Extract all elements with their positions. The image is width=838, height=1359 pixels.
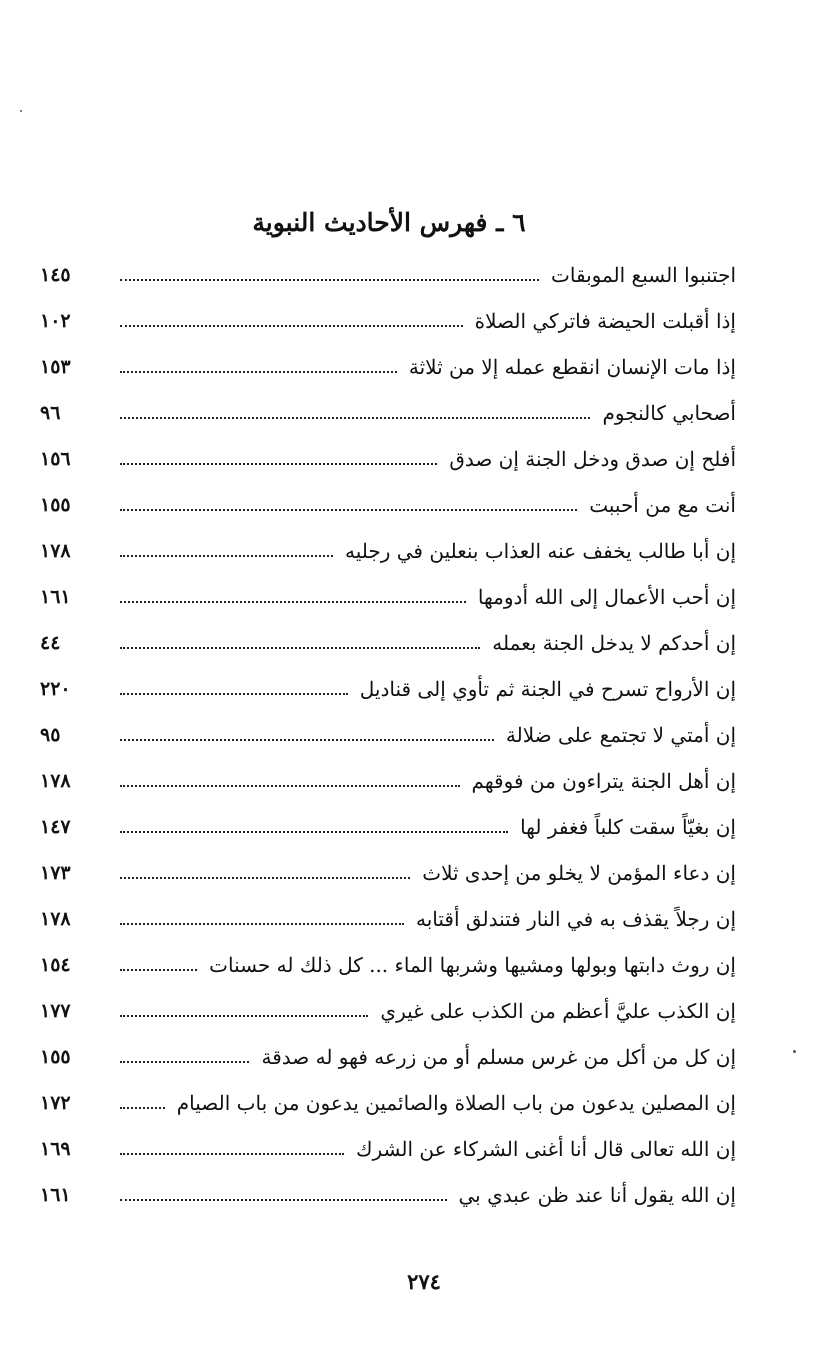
hadith-text: إن أهل الجنة يتراءون من فوقهم bbox=[471, 769, 736, 793]
index-entry bbox=[40, 942, 736, 988]
entry-page-number: ٩٥ bbox=[40, 724, 61, 746]
hadith-text: إن روث دابتها وبولها ومشيها وشربها الماء ... كل ذلك له حسنات bbox=[209, 953, 736, 977]
entry-page-number: ١٧٨ bbox=[40, 908, 71, 930]
entry-page-number: ١٦٩ bbox=[40, 1138, 71, 1160]
page-number: ٢٧٤ bbox=[407, 1269, 441, 1294]
dot-leader bbox=[120, 1185, 447, 1201]
index-entry bbox=[40, 298, 736, 344]
entry-page-number: ١٥٦ bbox=[40, 448, 71, 470]
entry-page-number: ١٦١ bbox=[40, 1184, 71, 1206]
scan-speck bbox=[20, 110, 22, 112]
index-entry bbox=[40, 574, 736, 620]
hadith-text: إن أحب الأعمال إلى الله أدومها bbox=[477, 585, 736, 609]
index-entry bbox=[40, 390, 736, 436]
dot-leader bbox=[120, 1047, 249, 1063]
index-entry bbox=[40, 1172, 736, 1218]
hadith-text: إذا مات الإنسان انقطع عمله إلا من ثلاثة bbox=[408, 355, 736, 379]
hadith-text: أصحابي كالنجوم bbox=[602, 401, 736, 425]
dot-leader bbox=[120, 403, 590, 419]
dot-leader bbox=[120, 633, 480, 649]
index-entry bbox=[40, 850, 736, 896]
dot-leader bbox=[120, 495, 577, 511]
hadith-text: أنت مع من أحببت bbox=[589, 493, 736, 517]
entry-page-number: ١٥٣ bbox=[40, 356, 71, 378]
dot-leader bbox=[120, 541, 333, 557]
index-entry bbox=[40, 758, 736, 804]
dot-leader bbox=[120, 449, 437, 465]
entry-page-number: ١٧٨ bbox=[40, 540, 71, 562]
dot-leader bbox=[120, 679, 348, 695]
entry-page-number: ١٧٧ bbox=[40, 1000, 71, 1022]
index-entry bbox=[40, 1034, 736, 1080]
hadith-index-list bbox=[40, 252, 736, 1218]
index-entry bbox=[40, 666, 736, 712]
hadith-text: إن الكذب عليَّ أعظم من الكذب على غيري bbox=[380, 999, 736, 1023]
entry-page-number: ١٦١ bbox=[40, 586, 71, 608]
index-entry bbox=[40, 620, 736, 666]
hadith-text: إن أبا طالب يخفف عنه العذاب بنعلين في رجليه bbox=[345, 539, 736, 563]
dot-leader bbox=[120, 863, 410, 879]
dot-leader bbox=[120, 265, 539, 281]
index-entry bbox=[40, 804, 736, 850]
entry-page-number: ١٧٢ bbox=[40, 1092, 71, 1114]
entry-page-number: ١٤٥ bbox=[40, 264, 71, 286]
dot-leader bbox=[120, 1093, 165, 1109]
entry-page-number: ٩٦ bbox=[40, 402, 61, 424]
entry-page-number: ١٥٥ bbox=[40, 494, 71, 516]
hadith-text: إن الله يقول أنا عند ظن عبدي بي bbox=[458, 1183, 736, 1207]
hadith-text: اجتنبوا السبع الموبقات bbox=[551, 263, 736, 287]
scan-speck bbox=[793, 1050, 796, 1053]
dot-leader bbox=[120, 771, 460, 787]
hadith-text: إن الأرواح تسرح في الجنة ثم تأوي إلى قناديل bbox=[359, 677, 736, 701]
dot-leader bbox=[120, 909, 404, 925]
index-entry bbox=[40, 1080, 736, 1126]
entry-page-number: ١٧٣ bbox=[40, 862, 71, 884]
hadith-text: أفلح إن صدق ودخل الجنة إن صدق bbox=[449, 447, 736, 471]
entry-page-number: ١٠٢ bbox=[40, 310, 71, 332]
hadith-text: إن كل من أكل من غرس مسلم أو من زرعه فهو له صدقة bbox=[261, 1045, 736, 1069]
dot-leader bbox=[120, 311, 463, 327]
index-entry bbox=[40, 436, 736, 482]
entry-page-number: ١٥٥ bbox=[40, 1046, 71, 1068]
hadith-text: إن رجلاً يقذف به في النار فتندلق أقتابه bbox=[415, 907, 736, 931]
hadith-text: إن الله تعالى قال أنا أغنى الشركاء عن الشرك bbox=[355, 1137, 736, 1161]
entry-page-number: ٤٤ bbox=[40, 632, 61, 654]
dot-leader bbox=[120, 955, 197, 971]
dot-leader bbox=[120, 1139, 344, 1155]
hadith-text: إن المصلين يدعون من باب الصلاة والصائمين يدعون من باب الصيام bbox=[176, 1091, 736, 1115]
hadith-text: إن بغيّاً سقت كلباً فغفر لها bbox=[520, 815, 736, 839]
index-entry bbox=[40, 988, 736, 1034]
section-title: ٦ ـ فهرس الأحاديث النبوية bbox=[252, 208, 526, 237]
hadith-text: إذا أقبلت الحيضة فاتركي الصلاة bbox=[474, 309, 736, 333]
entry-page-number: ٢٢٠ bbox=[40, 678, 71, 700]
index-entry bbox=[40, 712, 736, 758]
index-entry bbox=[40, 528, 736, 574]
dot-leader bbox=[120, 817, 508, 833]
dot-leader bbox=[120, 1001, 368, 1017]
entry-page-number: ١٥٤ bbox=[40, 954, 71, 976]
dot-leader bbox=[120, 587, 466, 603]
index-entry bbox=[40, 482, 736, 528]
entry-page-number: ١٤٧ bbox=[40, 816, 71, 838]
index-entry bbox=[40, 1126, 736, 1172]
dot-leader bbox=[120, 725, 494, 741]
index-entry bbox=[40, 896, 736, 942]
entry-page-number: ١٧٨ bbox=[40, 770, 71, 792]
dot-leader bbox=[120, 357, 397, 373]
hadith-text: إن أمتي لا تجتمع على ضلالة bbox=[505, 723, 736, 747]
hadith-text: إن دعاء المؤمن لا يخلو من إحدى ثلاث bbox=[422, 861, 736, 885]
hadith-text: إن أحدكم لا يدخل الجنة بعمله bbox=[492, 631, 736, 655]
index-entry bbox=[40, 252, 736, 298]
index-entry bbox=[40, 344, 736, 390]
